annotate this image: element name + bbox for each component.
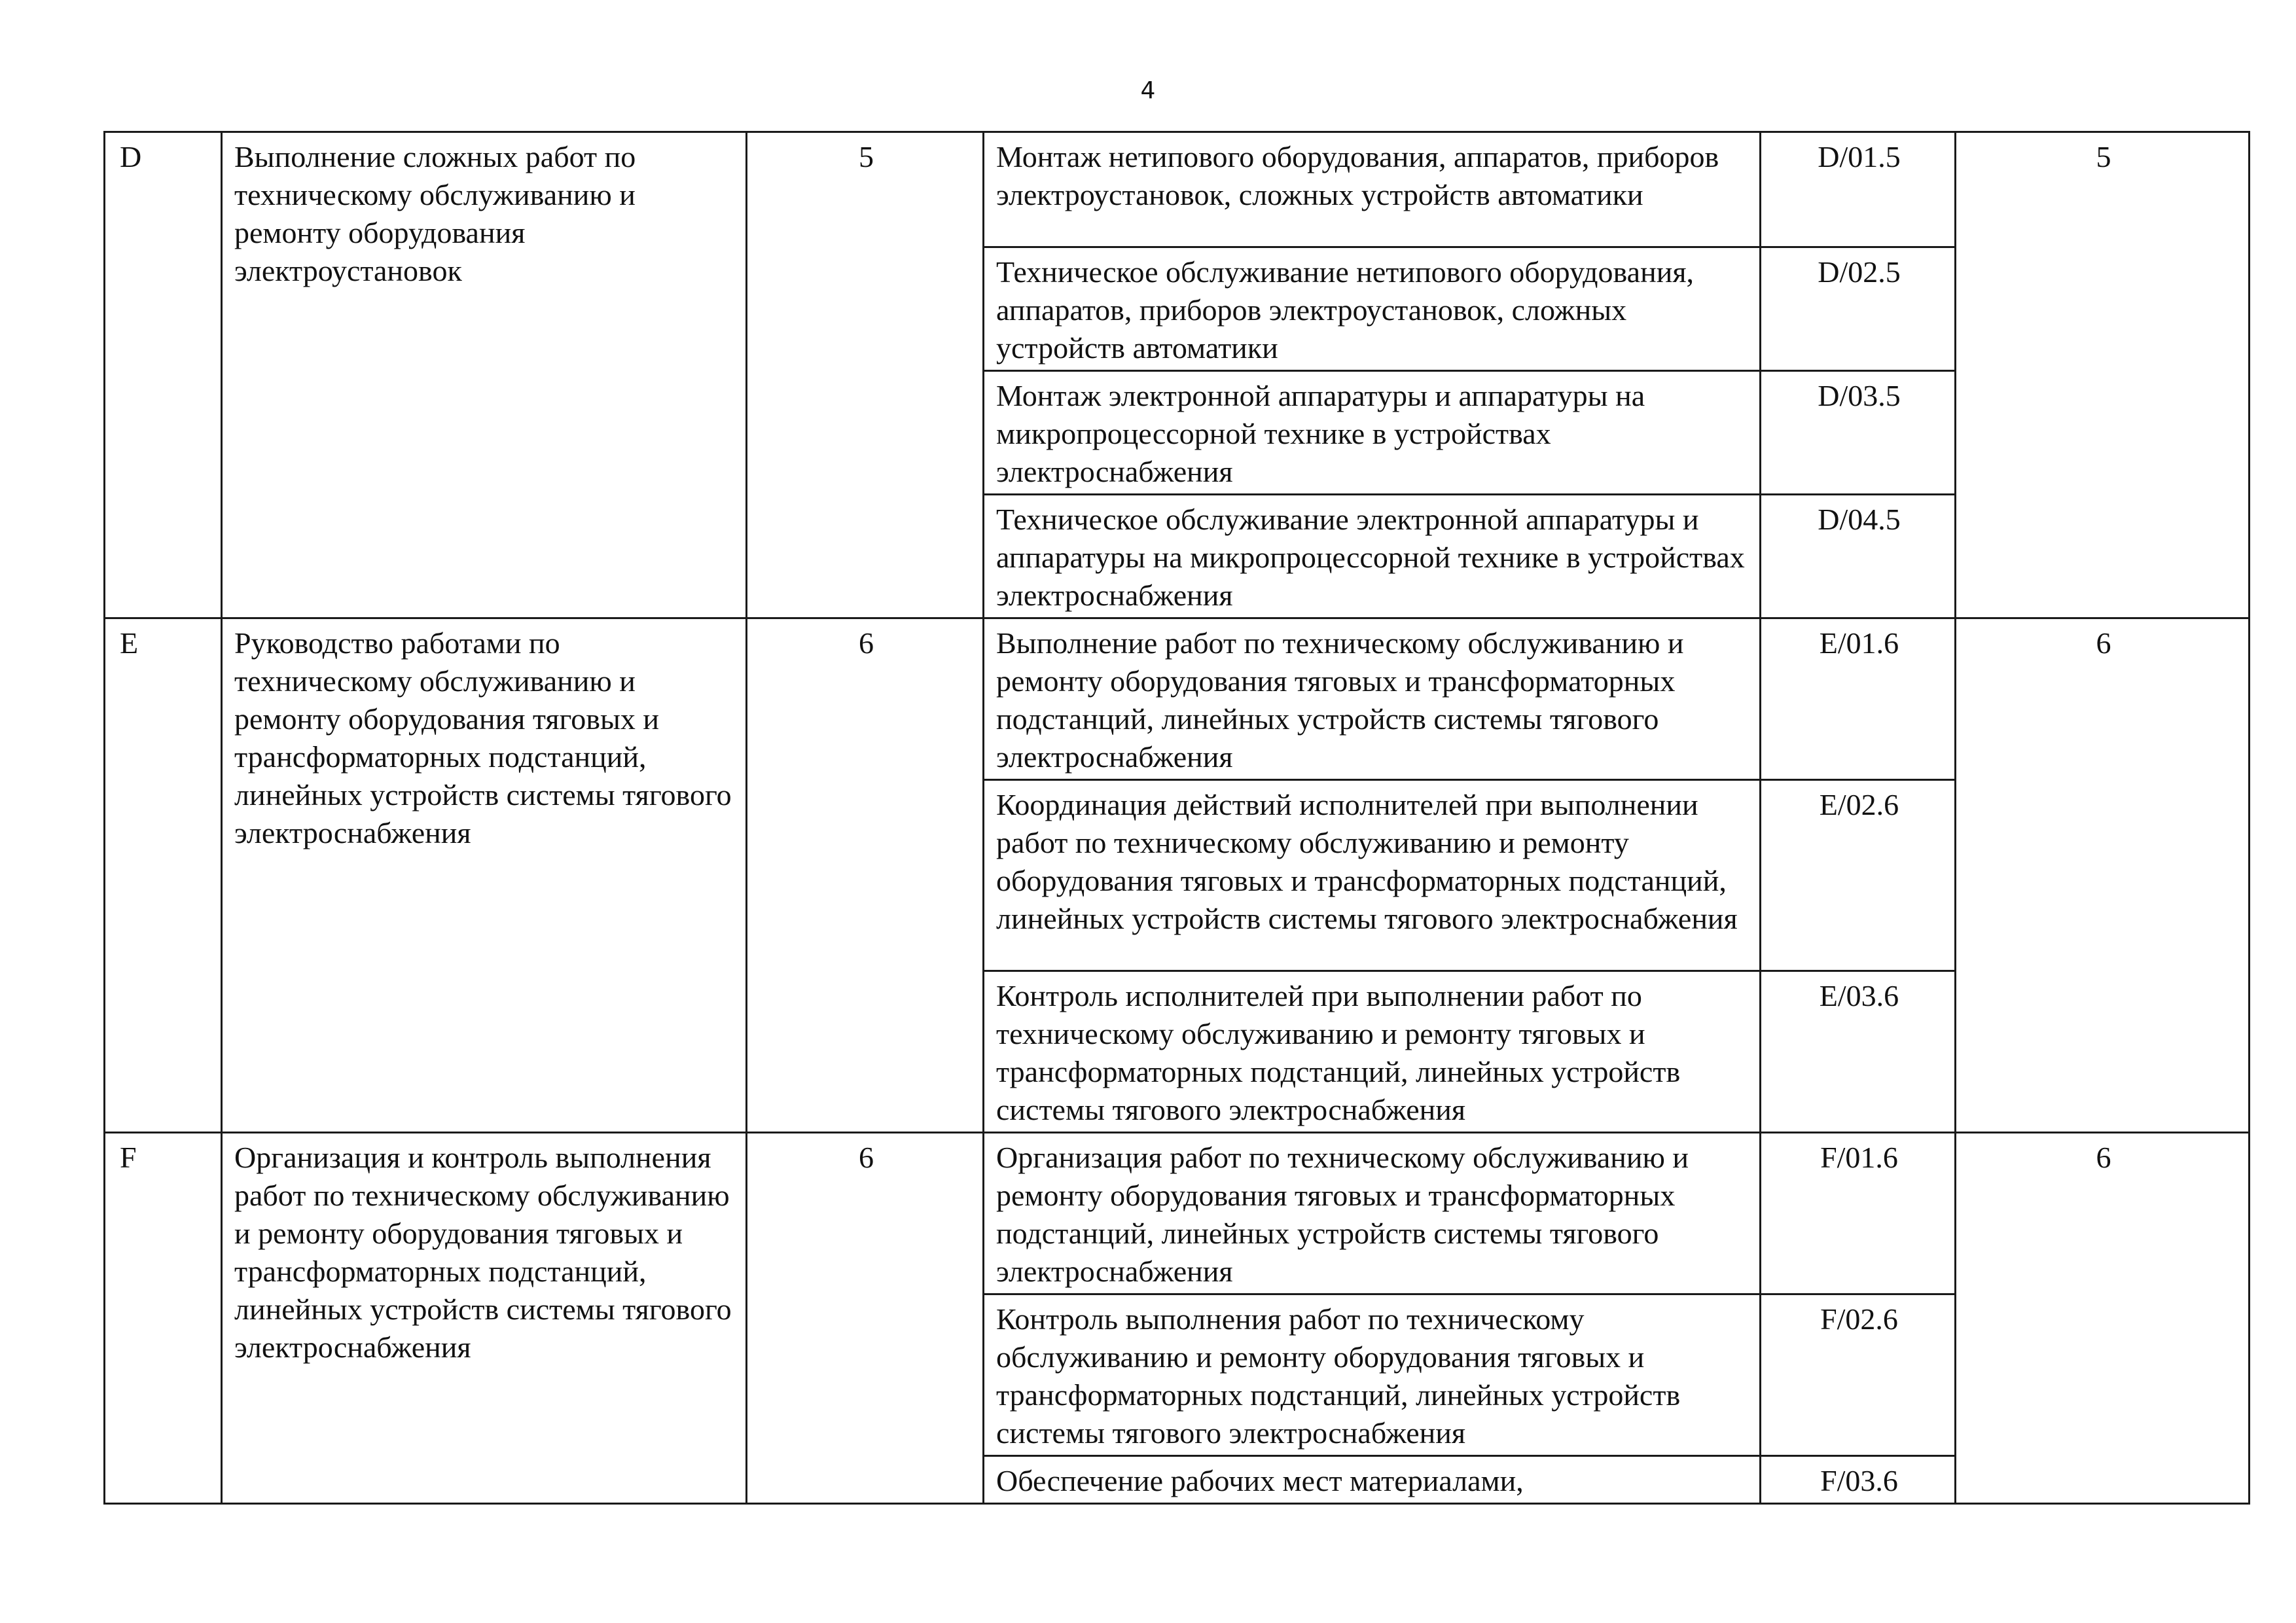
group-level: 5 xyxy=(747,132,984,618)
table-row xyxy=(105,618,2250,780)
functions-table xyxy=(103,131,2250,1505)
function-level: 6 xyxy=(1956,618,2250,1133)
functions-table-container xyxy=(103,131,2248,1497)
group-code: D xyxy=(105,132,222,618)
function-level: 5 xyxy=(1956,132,2250,618)
function-code: E/01.6 xyxy=(1761,618,1956,780)
group-level: 6 xyxy=(747,618,984,1133)
function-name: Техническое обслуживание электронной аппаратуры и аппаратуры на микропроцессорной технике в устройствах электроснабжения xyxy=(984,495,1761,618)
group-code: E xyxy=(105,618,222,1133)
function-name: Контроль выполнения работ по техническому обслуживанию и ремонту оборудования тяговых и трансформаторных подстанций, линейных устройств системы тягового электроснабжения xyxy=(984,1294,1761,1456)
function-name: Координация действий исполнителей при выполнении работ по техническому обслуживанию и ремонту оборудования тяговых и трансформаторных подстанций, линейных устройств системы тягового электроснабжения xyxy=(984,780,1761,971)
function-code: F/03.6 xyxy=(1761,1456,1956,1504)
page-number: 4 xyxy=(1140,77,1156,104)
group-level: 6 xyxy=(747,1133,984,1504)
function-code: D/03.5 xyxy=(1761,371,1956,495)
group-name: Руководство работами по техническому обслуживанию и ремонту оборудования тяговых и трансформаторных подстанций, линейных устройств системы тягового электроснабжения xyxy=(222,618,747,1133)
group-name: Выполнение сложных работ по техническому обслуживанию и ремонту оборудования электроустановок xyxy=(222,132,747,618)
function-code: F/01.6 xyxy=(1761,1133,1956,1294)
function-name: Контроль исполнителей при выполнении работ по техническому обслуживанию и ремонту тяговых и трансформаторных подстанций, линейных устройств системы тягового электроснабжения xyxy=(984,971,1761,1133)
group-code: F xyxy=(105,1133,222,1504)
function-level: 6 xyxy=(1956,1133,2250,1504)
function-name: Монтаж электронной аппаратуры и аппаратуры на микропроцессорной технике в устройствах электроснабжения xyxy=(984,371,1761,495)
function-code: D/04.5 xyxy=(1761,495,1956,618)
table-row xyxy=(105,132,2250,247)
function-name: Обеспечение рабочих мест материалами, xyxy=(984,1456,1761,1504)
table-row xyxy=(105,1133,2250,1294)
group-name: Организация и контроль выполнения работ по техническому обслуживанию и ремонту оборудования тяговых и трансформаторных подстанций, линейных устройств системы тягового электроснабжения xyxy=(222,1133,747,1504)
function-code: D/02.5 xyxy=(1761,247,1956,371)
function-code: E/03.6 xyxy=(1761,971,1956,1133)
function-name: Монтаж нетипового оборудования, аппаратов, приборов электроустановок, сложных устройств автоматики xyxy=(984,132,1761,247)
function-name: Выполнение работ по техническому обслуживанию и ремонту оборудования тяговых и трансформаторных подстанций, линейных устройств системы тягового электроснабжения xyxy=(984,618,1761,780)
function-code: D/01.5 xyxy=(1761,132,1956,247)
function-name: Техническое обслуживание нетипового оборудования, аппаратов, приборов электроустановок, сложных устройств автоматики xyxy=(984,247,1761,371)
function-code: E/02.6 xyxy=(1761,780,1956,971)
function-name: Организация работ по техническому обслуживанию и ремонту оборудования тяговых и трансформаторных подстанций, линейных устройств системы тягового электроснабжения xyxy=(984,1133,1761,1294)
function-code: F/02.6 xyxy=(1761,1294,1956,1456)
